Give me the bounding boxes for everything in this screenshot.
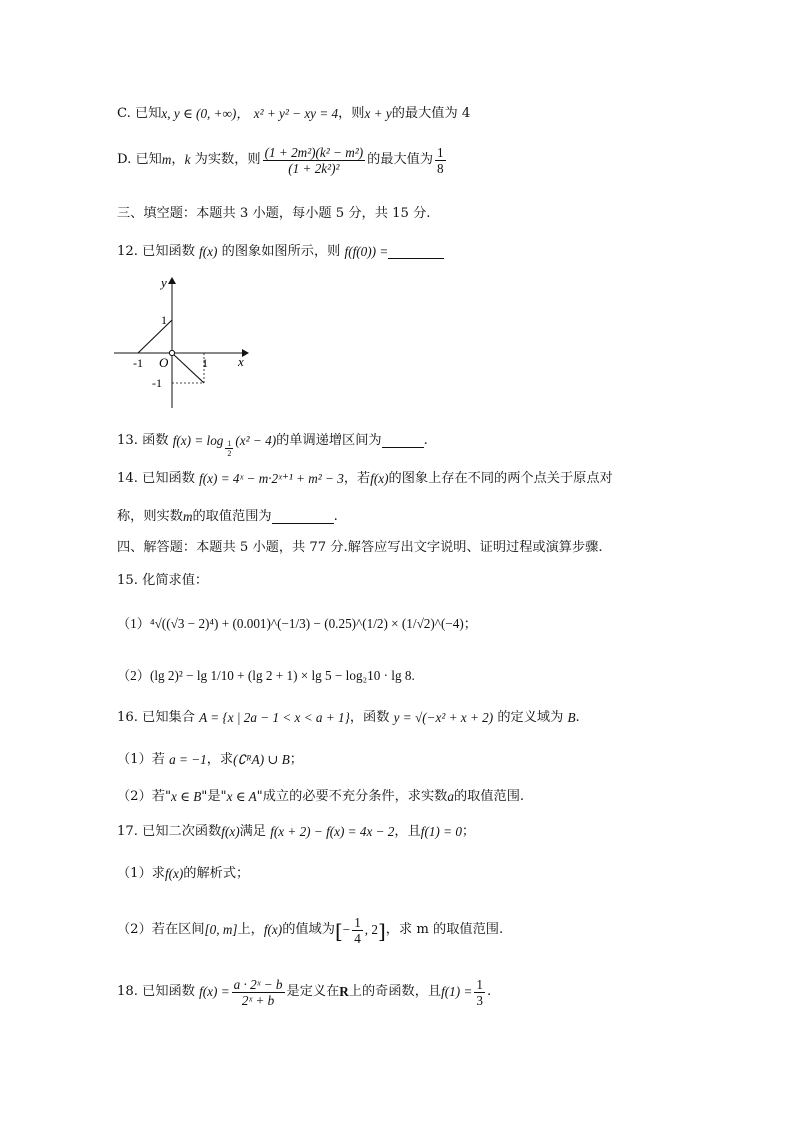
- x-tick-1: 1: [202, 356, 208, 370]
- question-12: [117, 244, 444, 261]
- q14-prefix: 14. 已知函数: [117, 471, 195, 486]
- q17-1-fx: f(x): [164, 866, 184, 881]
- q17-cond: f(1) = 0: [420, 824, 462, 839]
- q17-part2: [117, 915, 503, 946]
- q18-cond: f(1) =: [441, 984, 473, 1000]
- x-axis-label: x: [238, 354, 244, 369]
- q13-answer-blank[interactable]: [382, 435, 424, 448]
- q12-expr: f(f(0)) =: [344, 244, 389, 259]
- q16-1-expr: (∁ᴿA) ∪ B: [233, 752, 290, 767]
- q13-suffix: 的单调递增区间为: [276, 433, 382, 449]
- y-tick-1: 1: [161, 313, 167, 327]
- q18-prefix: 18. 已知函数: [117, 984, 195, 1000]
- q17-2-fraction: [352, 915, 363, 946]
- q15-text: 15. 化简求值：: [117, 573, 209, 588]
- q17-1-label: （1）求: [117, 866, 165, 881]
- option-d: [117, 145, 448, 176]
- q13-arg: (x² − 4): [235, 433, 277, 449]
- q17-2-upper: , 2: [364, 922, 378, 938]
- q17-fx: f(x): [221, 824, 240, 839]
- q12-fx: f(x): [199, 244, 218, 259]
- q15-1-label: （1）: [117, 616, 150, 631]
- q16-part2: [117, 789, 524, 806]
- option-c-suffix: 的最大值为 4: [391, 106, 471, 121]
- q15-2-expr: (lg 2)² − lg 1/10 + (lg 2 + 1) × lg 5 − log₂10 · lg 8: [149, 668, 412, 683]
- q17-1-end: 的解析式；: [183, 866, 250, 881]
- q14-m: m: [182, 509, 193, 524]
- option-c: [117, 106, 470, 123]
- q18-f: f(x) =: [199, 984, 230, 1000]
- option-c-domain: x, y ∈ (0, +∞)，: [161, 106, 250, 121]
- section-4-text: 四、解答题：本题共 5 小题，共 77 分.解答应写出文字说明、证明过程或演算步骤.: [117, 540, 603, 555]
- q16-2-end: 的取值范围.: [453, 789, 525, 804]
- q16-2-a: a: [447, 789, 454, 804]
- q16-2-suffix: "成立的必要不充分条件，求实数: [256, 789, 448, 804]
- option-c-prefix: C. 已知: [117, 106, 162, 121]
- q13-prefix: 13. 函数: [117, 433, 169, 449]
- x-tick-neg1: -1: [133, 356, 143, 370]
- q17-2-end: ，求 m 的取值范围.: [385, 922, 504, 938]
- q12-mid: 的图象如图所示，则: [221, 244, 341, 259]
- q15-1-expr: ⁴√((√3 − 2)⁴) + (0.001)^(−1/3) − (0.25)^(1/2) × (1/√2)^(−4): [149, 616, 464, 631]
- section-3-heading: [117, 206, 430, 223]
- q16-prefix: 16. 已知集合: [117, 710, 195, 725]
- option-d-var-k: k: [184, 152, 191, 168]
- graph-right-segment: [172, 353, 204, 383]
- q18-fraction: [232, 977, 285, 1008]
- open-circle-origin: [169, 350, 174, 355]
- q16-1-mid: ，求: [206, 752, 234, 767]
- q13-log-base: [225, 439, 233, 458]
- q16-set-b: B: [567, 710, 576, 725]
- q16-2-mid: "是": [201, 789, 227, 804]
- q15-part2: [117, 668, 415, 685]
- q16-end: .: [575, 710, 580, 725]
- q17-2-left-bracket: [: [334, 918, 343, 943]
- q17-expr: f(x + 2) − f(x) = 4x − 2: [270, 824, 395, 839]
- option-d-var-m: m: [161, 152, 172, 168]
- q14-mid: ，若: [343, 471, 371, 486]
- origin-label: O: [159, 355, 169, 370]
- q17-2-mid: 上，: [237, 922, 264, 938]
- q18-cond-fraction: [474, 977, 485, 1008]
- q14-line2b: 的取值范围为: [192, 509, 272, 524]
- q12-prefix: 12. 已知函数: [117, 244, 195, 259]
- q17-2-range-text: 的值域为: [282, 922, 335, 938]
- q17-and: ，且: [394, 824, 421, 839]
- q16-set-a: A = {x | 2a − 1 < x < a + 1}: [199, 710, 350, 725]
- option-d-prefix: D. 已知: [117, 152, 162, 168]
- q14-end: .: [333, 509, 338, 524]
- q14-expr: f(x) = 4ˣ − m·2ˣ⁺¹ + m² − 3: [199, 471, 344, 486]
- option-d-fraction: [263, 145, 366, 176]
- q16-1-label: （1）若: [117, 752, 165, 767]
- q13-end: .: [423, 433, 428, 449]
- q13-base-num: 1: [227, 439, 232, 448]
- q16-function: y = √(−x² + x + 2): [393, 710, 494, 725]
- q16-mid: ，函数: [349, 710, 390, 725]
- q16-2-label: （2）若": [117, 789, 172, 804]
- q15-2-end: .: [411, 668, 415, 683]
- q17-2-label: （2）若在区间: [117, 922, 205, 938]
- option-d-suffix: 的最大值为: [367, 152, 434, 168]
- option-c-equation: x² + y² − xy = 4: [253, 106, 339, 121]
- q18-cden: 3: [476, 993, 483, 1009]
- y-tick-neg1: -1: [152, 376, 162, 390]
- q16-suffix: 的定义域为: [497, 710, 564, 725]
- q17-2-minus: −: [342, 922, 351, 938]
- q17-2-right-bracket: ]: [377, 918, 386, 943]
- q12-function-graph: [110, 272, 260, 412]
- option-c-sum: x + y: [364, 106, 392, 121]
- q18-den: 2ˣ + b: [241, 993, 275, 1009]
- q17-2-den: 4: [354, 931, 361, 947]
- q16-1-end: ；: [289, 752, 303, 767]
- q14-answer-blank[interactable]: [272, 511, 334, 524]
- option-d-comma: ，: [171, 152, 185, 168]
- q13-base-den: 2: [227, 449, 232, 459]
- q17-prefix: 17. 已知二次函数: [117, 824, 222, 839]
- q16-part1: [117, 752, 303, 769]
- question-14-line2: [117, 509, 338, 526]
- option-d-mid: 为实数，则: [194, 152, 261, 168]
- q18-num: a · 2ˣ − b: [233, 977, 283, 992]
- q17-end: ；: [461, 824, 476, 839]
- question-15: [117, 573, 208, 590]
- section-4-heading: [117, 540, 603, 557]
- option-d-answer-num: 1: [437, 145, 444, 160]
- question-16: [117, 710, 580, 727]
- section-3-text: 三、填空题：本题共 3 小题，每小题 5 分，共 15 分.: [117, 206, 431, 221]
- q14-suffix: 的图象上存在不同的两个点关于原点对: [388, 471, 613, 486]
- q15-part1: [117, 616, 477, 633]
- y-axis-label: y: [161, 275, 167, 290]
- q14-line2a: 称，则实数: [117, 509, 183, 524]
- q18-cnum: 1: [476, 977, 483, 992]
- q17-part1: [117, 866, 249, 883]
- option-d-answer-den: 8: [437, 161, 444, 177]
- option-c-mid: ，则: [338, 106, 365, 121]
- q18-mid2: 上的奇函数，且: [348, 984, 442, 1000]
- q12-answer-blank[interactable]: [388, 246, 444, 259]
- q15-1-end: ；: [463, 616, 477, 631]
- q17-2-fx: f(x): [263, 922, 283, 938]
- option-d-answer: [435, 145, 446, 176]
- q18-R: R: [339, 984, 349, 1000]
- q13-log: f(x) = log: [172, 433, 224, 449]
- q16-2-x-in-a: x ∈ A: [226, 789, 257, 804]
- question-17: [117, 824, 475, 841]
- q16-2-x-in-b: x ∈ B: [171, 789, 202, 804]
- q17-2-interval: [0, m]: [204, 922, 238, 938]
- question-14: [117, 471, 613, 488]
- q17-2-num: 1: [354, 915, 361, 930]
- q17-mid: 满足: [239, 824, 266, 839]
- q14-fx: f(x): [370, 471, 389, 486]
- option-d-numerator: (1 + 2m²)(k² − m²): [264, 145, 364, 160]
- option-d-denominator: (1 + 2k²)²: [288, 161, 340, 177]
- q18-end: .: [486, 984, 492, 1000]
- question-18: [117, 977, 491, 1008]
- question-13: [117, 425, 428, 458]
- q15-2-label: （2）: [117, 668, 150, 683]
- q18-mid: 是定义在: [286, 984, 340, 1000]
- q16-1-a: a = −1: [169, 752, 207, 767]
